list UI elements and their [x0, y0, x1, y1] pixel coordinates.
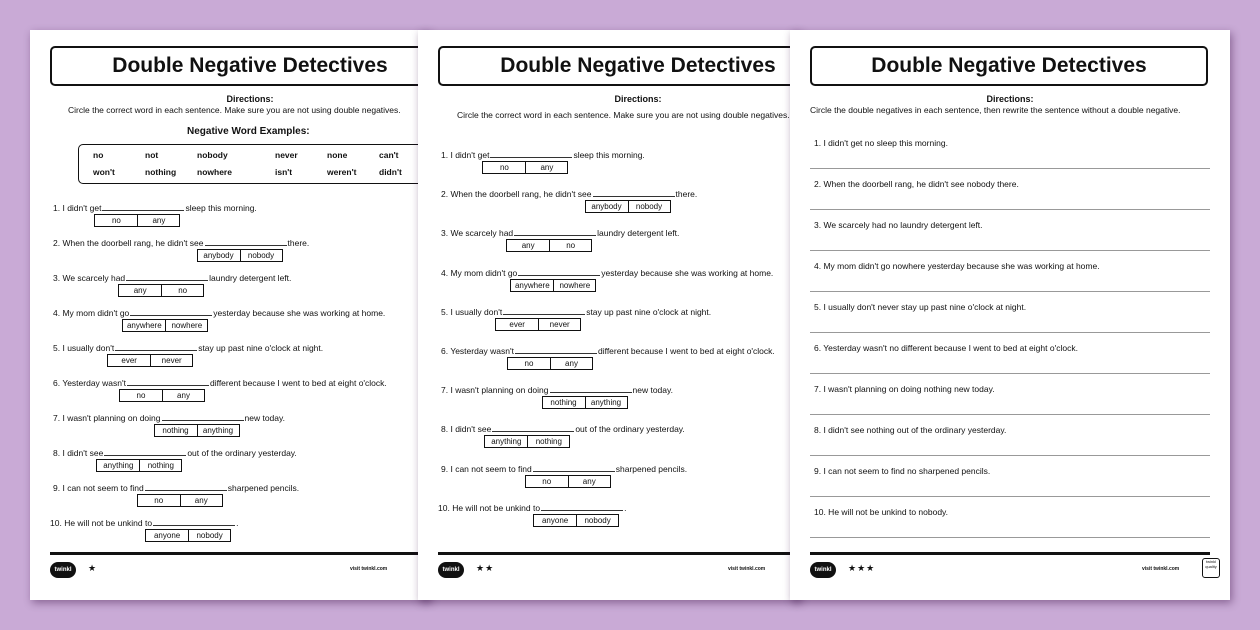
choice-option[interactable]: anywhere: [126, 321, 162, 330]
sentence-item: [53, 307, 386, 330]
choice-option[interactable]: nowhere: [165, 320, 207, 331]
choice-option[interactable]: never: [538, 319, 580, 330]
sentence-end: laundry detergent left.: [597, 228, 680, 239]
word-choices: [137, 494, 223, 507]
rewrite-line[interactable]: [810, 373, 1210, 374]
sentence-end: different because I went to bed at eight o'clock.: [210, 378, 387, 388]
choice-option[interactable]: nothing: [162, 426, 189, 435]
item-number: 8.: [441, 424, 449, 435]
answer-blank[interactable]: [103, 447, 186, 470]
item-number: 5.: [441, 306, 449, 317]
sentence-item: [441, 149, 645, 172]
sentence-item: [441, 188, 698, 212]
word-choices: [197, 249, 283, 262]
answer-blank[interactable]: [102, 202, 184, 225]
item-number: 1.: [441, 150, 449, 160]
sentence-item: [53, 482, 300, 505]
example-word: none: [327, 150, 348, 160]
answer-blank[interactable]: [514, 227, 596, 251]
rewrite-line[interactable]: [810, 291, 1210, 292]
directions-text: Circle the correct word in each sentence. Make sure you are not using double negatives.: [457, 110, 790, 120]
choice-option[interactable]: no: [542, 476, 552, 486]
example-word: nobody: [197, 150, 228, 160]
sentence-item: [53, 237, 310, 260]
sentence-item: [53, 342, 324, 365]
example-word: no: [93, 150, 104, 160]
sentence-item: [53, 202, 257, 225]
word-choices: [145, 529, 231, 542]
answer-blank[interactable]: [153, 517, 235, 540]
example-word: not: [145, 150, 159, 160]
directions-heading: Directions:: [614, 94, 662, 104]
word-choices: [495, 318, 581, 331]
item-number: 1.: [53, 203, 61, 213]
choice-option[interactable]: no: [111, 216, 121, 225]
choice-option[interactable]: anywhere: [514, 280, 550, 290]
choice-option[interactable]: nobody: [628, 201, 670, 212]
rewrite-sentence: 3. We scarcely had no laundry detergent left.: [814, 220, 983, 230]
item-number: 9.: [441, 463, 449, 474]
sentence-end: yesterday because she was working at home.: [213, 308, 386, 318]
rewrite-line[interactable]: [810, 455, 1210, 456]
sentence-end: laundry detergent left.: [209, 273, 292, 283]
choice-option[interactable]: any: [133, 286, 147, 295]
sentence-end: new today.: [632, 385, 673, 396]
rewrite-line[interactable]: [810, 209, 1210, 210]
footer-url: visit twinkl.com: [728, 566, 766, 572]
item-number: 6.: [441, 346, 449, 356]
worksheet-title: Double Negative Detectives: [50, 46, 430, 86]
twinkl-logo: twinkl: [810, 562, 836, 578]
sentence-item: [50, 517, 239, 540]
example-word: isn't: [275, 167, 293, 177]
choice-option[interactable]: anyone: [153, 531, 181, 540]
directions-text: Circle the double negatives in each sentence, then rewrite the sentence without a double negative.: [810, 105, 1181, 115]
sentence-start: I can not seem to find: [62, 483, 144, 493]
example-word: nothing: [145, 167, 177, 177]
answer-blank[interactable]: [514, 267, 600, 290]
answer-blank[interactable]: [203, 237, 287, 260]
sentence-start: I usually don't: [62, 343, 115, 353]
word-choices: [118, 284, 204, 297]
sentence-end: there.: [675, 189, 698, 200]
word-choices: [533, 514, 619, 527]
sentence-start: He will not be unkind to: [452, 502, 541, 513]
sentence-end: yesterday because she was working at home.: [601, 267, 774, 278]
directions-heading: Directions:: [226, 94, 274, 104]
word-choices: [154, 424, 240, 437]
item-number: 10.: [50, 518, 62, 528]
item-number: 7.: [53, 413, 61, 423]
sentence-end: new today.: [244, 413, 285, 423]
sentence-start: I didn't get: [450, 150, 490, 160]
rewrite-line[interactable]: [810, 414, 1210, 415]
item-number: 5.: [53, 343, 61, 353]
choice-option[interactable]: ever: [509, 319, 525, 329]
footer-divider: [810, 552, 1210, 555]
difficulty-stars: ★★: [476, 563, 495, 573]
sentence-start: I wasn't planning on doing: [450, 385, 549, 396]
word-choices: [510, 279, 596, 292]
difficulty-stars: ★: [88, 563, 98, 573]
choice-option[interactable]: no: [161, 285, 203, 296]
answer-blank[interactable]: [591, 188, 675, 212]
item-number: 3.: [53, 273, 61, 283]
rewrite-sentence: 1. I didn't get no sleep this morning.: [814, 138, 948, 148]
rewrite-line[interactable]: [810, 496, 1210, 497]
rewrite-sentence: 2. When the doorbell rang, he didn't see nobody there.: [814, 179, 1019, 189]
twinkl-logo: twinkl: [438, 562, 464, 578]
answer-blank[interactable]: [115, 342, 197, 365]
answer-blank[interactable]: [503, 306, 585, 329]
sentence-end: sharpened pencils.: [615, 463, 688, 474]
answer-blank[interactable]: [491, 423, 574, 447]
directions-heading: Directions:: [986, 94, 1034, 104]
sentence-item: [441, 463, 688, 486]
answer-blank[interactable]: [515, 345, 597, 368]
sentence-start: When the doorbell rang, he didn't see: [62, 238, 204, 248]
sentence-item: [53, 447, 297, 470]
sentence-item: [441, 267, 774, 290]
choice-option[interactable]: no: [524, 359, 534, 368]
choice-option[interactable]: nothing: [550, 398, 577, 408]
sentence-start: I usually don't: [450, 306, 503, 317]
examples-heading: Negative Word Examples:: [187, 126, 310, 137]
sentence-item: [441, 306, 712, 329]
choice-option[interactable]: any: [521, 241, 535, 251]
word-choices: [482, 161, 568, 174]
item-number: 7.: [441, 385, 449, 396]
sentence-end: stay up past nine o'clock at night.: [198, 343, 324, 353]
sentence-start: He will not be unkind to: [64, 518, 153, 528]
sentence-item: [441, 345, 775, 368]
example-word: weren't: [327, 167, 357, 177]
item-number: 4.: [53, 308, 61, 318]
difficulty-stars: ★★★: [848, 563, 876, 573]
sentence-start: I wasn't planning on doing: [62, 413, 161, 423]
item-number: 3.: [441, 228, 449, 239]
choice-option[interactable]: anything: [585, 397, 627, 408]
sentence-start: We scarcely had: [62, 273, 126, 283]
sentence-end: there.: [287, 238, 310, 248]
choice-option[interactable]: nobody: [188, 530, 230, 541]
sentence-end: sleep this morning.: [573, 150, 645, 160]
answer-blank[interactable]: [127, 377, 209, 400]
choice-option[interactable]: anything: [103, 461, 134, 470]
rewrite-sentence: 10. He will not be unkind to nobody.: [814, 507, 949, 517]
item-number: 2.: [53, 238, 61, 248]
choice-option[interactable]: never: [150, 355, 192, 366]
sentence-item: [53, 272, 292, 295]
sentence-end: .: [236, 518, 239, 528]
sentence-item: [53, 412, 285, 435]
footer-divider: [438, 552, 800, 555]
answer-blank[interactable]: [533, 463, 615, 486]
worksheet-level-2: [418, 30, 800, 600]
worksheet-title: Double Negative Detectives: [810, 46, 1208, 86]
choice-option[interactable]: nobody: [240, 250, 282, 261]
rewrite-sentence: 4. My mom didn't go nowhere yesterday because she was working at home.: [814, 261, 1100, 271]
worksheet-title: Double Negative Detectives: [438, 46, 800, 86]
item-number: 4.: [441, 267, 449, 278]
item-number: 6.: [53, 378, 61, 388]
choice-option[interactable]: any: [137, 215, 179, 226]
item-number: 9.: [53, 483, 61, 493]
example-word: can't: [379, 150, 399, 160]
directions-text: Circle the correct word in each sentence. Make sure you are not using double negatives.: [68, 105, 401, 115]
rewrite-sentence: 7. I wasn't planning on doing nothing new today.: [814, 384, 995, 394]
sentence-start: When the doorbell rang, he didn't see: [450, 189, 592, 200]
negative-word-examples: [78, 144, 430, 184]
choice-option[interactable]: any: [180, 495, 222, 506]
item-number: 10.: [438, 502, 450, 513]
word-choices: [119, 389, 205, 402]
choice-option[interactable]: anybody: [203, 251, 234, 260]
rewrite-line[interactable]: [810, 250, 1210, 251]
sentence-end: sharpened pencils.: [227, 483, 300, 493]
worksheet-level-1: [30, 30, 430, 600]
sentence-start: I can not seem to find: [450, 463, 532, 474]
sentence-start: We scarcely had: [450, 228, 514, 239]
quality-badge: twinkl quality: [1202, 558, 1220, 578]
choice-option[interactable]: nowhere: [553, 280, 595, 291]
sentence-start: My mom didn't go: [450, 267, 518, 278]
sentence-item: [438, 502, 627, 525]
rewrite-sentence: 6. Yesterday wasn't no different because I went to bed at eight o'clock.: [814, 343, 1078, 353]
sentence-end: .: [624, 502, 627, 513]
answer-blank[interactable]: [490, 149, 572, 172]
item-number: 2.: [441, 189, 449, 200]
choice-option[interactable]: nothing: [139, 460, 181, 471]
word-choices: [107, 354, 193, 367]
word-choices: [585, 200, 671, 213]
word-choices: [525, 475, 611, 488]
choice-option[interactable]: ever: [121, 356, 137, 365]
choice-option[interactable]: nothing: [527, 436, 569, 447]
answer-blank[interactable]: [126, 272, 208, 295]
choice-option[interactable]: no: [499, 163, 509, 172]
answer-blank[interactable]: [162, 412, 244, 435]
item-number: 8.: [53, 448, 61, 458]
choice-option[interactable]: any: [162, 390, 204, 401]
choice-option[interactable]: anyone: [541, 515, 569, 525]
choice-option[interactable]: no: [136, 391, 146, 400]
choice-option[interactable]: nobody: [576, 515, 618, 526]
footer-divider: [50, 552, 430, 555]
choice-option[interactable]: any: [568, 476, 610, 487]
rewrite-line[interactable]: [810, 537, 1210, 538]
worksheet-level-3: [790, 30, 1230, 600]
word-choices: [484, 435, 570, 448]
word-choices: [94, 214, 180, 227]
word-choices: [96, 459, 182, 472]
choice-option[interactable]: anything: [197, 425, 239, 436]
example-word: never: [275, 150, 298, 160]
rewrite-sentence: 8. I didn't see nothing out of the ordinary yesterday.: [814, 425, 1007, 435]
sentence-end: out of the ordinary yesterday.: [187, 448, 297, 458]
rewrite-line[interactable]: [810, 168, 1210, 169]
sentence-end: different because I went to bed at eight o'clock.: [598, 346, 775, 356]
rewrite-sentence: 5. I usually don't never stay up past nine o'clock at night.: [814, 302, 1027, 312]
sentence-start: Yesterday wasn't: [62, 378, 126, 388]
rewrite-line[interactable]: [810, 332, 1210, 333]
answer-blank[interactable]: [126, 307, 212, 330]
sentence-end: out of the ordinary yesterday.: [575, 424, 685, 435]
answer-blank[interactable]: [550, 384, 632, 408]
example-word: won't: [93, 167, 115, 177]
choice-option[interactable]: no: [549, 240, 591, 251]
example-word: nowhere: [197, 167, 232, 177]
sentence-start: I didn't see: [450, 424, 492, 435]
sentence-item: [441, 384, 673, 408]
choice-option[interactable]: no: [154, 496, 164, 505]
sentence-item: [441, 227, 680, 251]
sentence-start: I didn't see: [62, 448, 104, 458]
sentence-start: Yesterday wasn't: [450, 346, 514, 356]
footer-url: visit twinkl.com: [1142, 566, 1180, 572]
sentence-end: sleep this morning.: [185, 203, 257, 213]
example-word: didn't: [379, 167, 402, 177]
word-choices: [122, 319, 208, 332]
word-choices: [506, 239, 592, 252]
rewrite-sentence: 9. I can not seem to find no sharpened pencils.: [814, 466, 991, 476]
sentence-start: I didn't get: [62, 203, 102, 213]
sentence-item: [441, 423, 685, 447]
word-choices: [507, 357, 593, 370]
choice-option[interactable]: any: [525, 162, 567, 173]
sentence-start: My mom didn't go: [62, 308, 130, 318]
choice-option[interactable]: anything: [491, 437, 522, 447]
sentence-item: [53, 377, 387, 400]
twinkl-logo: twinkl: [50, 562, 76, 578]
sentence-end: stay up past nine o'clock at night.: [586, 306, 712, 317]
footer-url: visit twinkl.com: [350, 566, 388, 572]
choice-option[interactable]: any: [550, 358, 592, 369]
answer-blank[interactable]: [541, 502, 623, 525]
answer-blank[interactable]: [145, 482, 227, 505]
word-choices: [542, 396, 628, 409]
choice-option[interactable]: anybody: [591, 202, 622, 212]
